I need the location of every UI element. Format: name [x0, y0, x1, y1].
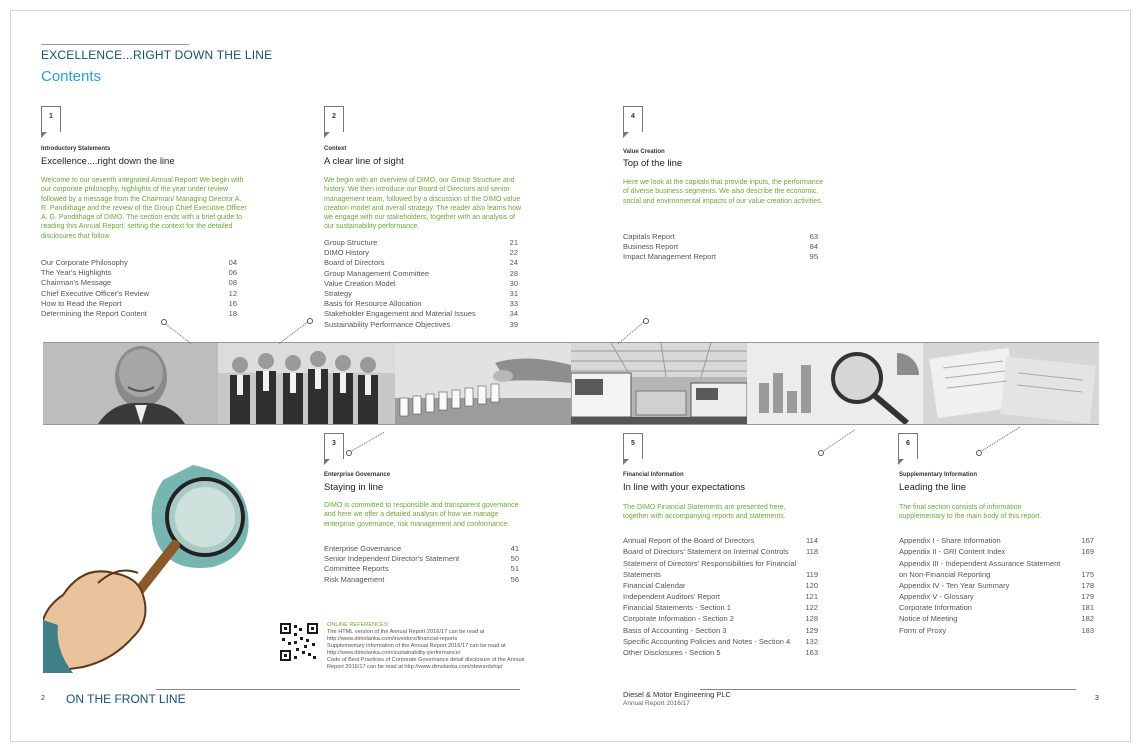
toc-entry-page: 56 [510, 574, 519, 584]
toc-entry-page: 175 [1081, 569, 1094, 579]
photo-documents [923, 343, 1099, 424]
toc-entry-title: Capitals Report [623, 232, 675, 241]
toc-entry-title: Specific Accounting Policies and Notes - Section 4 [623, 637, 791, 647]
section-3-title: Staying in line [324, 482, 384, 493]
toc-entry[interactable] [899, 625, 1094, 636]
photo-team [218, 343, 395, 424]
section-5-label: Financial Information [623, 472, 684, 478]
section-2-toc [324, 238, 518, 330]
photo-chairman [43, 343, 218, 424]
toc-entry[interactable] [324, 238, 518, 248]
toc-entry-page: 121 [805, 591, 818, 601]
toc-entry[interactable] [623, 558, 818, 580]
toc-entry-page: 30 [509, 278, 518, 288]
toc-entry-title: Business Report [623, 242, 679, 252]
section-2-label: Context [324, 146, 347, 152]
toc-entry[interactable] [623, 546, 818, 557]
photo-strip [43, 342, 1099, 425]
toc-entry-page: 33 [509, 299, 518, 309]
toc-entry-page: 50 [510, 554, 519, 564]
toc-entry-page: 163 [805, 648, 818, 658]
footer-rule-right [700, 689, 1076, 690]
online-reference-line: The HTML version of the Annual Report 2016/17 can be read at [327, 629, 485, 635]
toc-entry-title: The Year's Highlights [41, 268, 112, 278]
toc-entry-title: Appendix II - GRI Content Index [899, 547, 1006, 557]
toc-entry-page: 114 [806, 536, 818, 545]
company-name: Diesel & Motor Engineering PLC [623, 690, 731, 699]
photo-dominoes [395, 343, 571, 424]
toc-entry-title: How to Read the Report [41, 298, 122, 308]
toc-entry-title: Risk Management [324, 574, 385, 584]
footer-title-left: ON THE FRONT LINE [66, 692, 186, 706]
toc-entry-page: 21 [509, 238, 518, 247]
leader-dot-5 [818, 450, 824, 456]
section-6-toc [899, 535, 1094, 636]
toc-entry-title: Group Structure [324, 238, 378, 247]
section-6-title: Leading the line [899, 482, 967, 493]
toc-entry-title: Annual Report of the Board of Directors [623, 536, 755, 545]
online-reference-line: Supplementary information of the Annual Report 2016/17 can be read at [327, 643, 506, 649]
section-3-intro: DIMO is committed to responsible and transparent governance and here we offer a detailed analysis of how we manage enterprise governance, risk management and conformance. [324, 502, 519, 528]
section-2-title: A clear line of sight [324, 156, 404, 167]
section-1-label: Introductory Statements [41, 146, 111, 152]
toc-entry-page: 28 [509, 268, 518, 278]
section-1-intro: Welcome to our seventh integrated Annual Report! We begin with our corporate philosophy, highlights of the year under review followed by a message from the Chairman/ Managing Director A. R. Pandithage and the review of the Group Chief Executive Officer A. G. Pandithage of DIMO. The section ends with a brief guide to reading this Annual Report, setting the context for the detailed disclosures that follow. [41, 177, 247, 240]
toc-entry-title: DIMO History [324, 248, 369, 258]
toc-entry-title: Statement of Directors' Responsibilities for Financial Statements [623, 558, 797, 579]
toc-entry[interactable] [623, 602, 818, 613]
toc-entry[interactable] [324, 299, 518, 309]
toc-entry[interactable] [899, 602, 1094, 613]
contents-heading: Contents [41, 68, 102, 85]
toc-entry-title: Determining the Report Content [41, 308, 147, 318]
toc-entry-title: Corporate Information - Section 2 [623, 614, 734, 624]
toc-entry[interactable] [899, 613, 1094, 624]
photo-vehicles [571, 343, 747, 424]
toc-entry-page: 178 [1081, 580, 1094, 590]
toc-entry-title: Appendix I - Share Information [899, 536, 1001, 545]
toc-entry[interactable] [899, 546, 1094, 557]
toc-entry[interactable] [41, 268, 237, 278]
section-5-number: 5 [623, 433, 643, 459]
online-references [327, 622, 542, 671]
toc-entry[interactable] [324, 554, 519, 564]
toc-entry[interactable] [324, 258, 518, 268]
toc-entry-title: Appendix IV - Ten Year Summary [899, 580, 1010, 590]
toc-entry[interactable] [324, 564, 519, 574]
toc-entry-page: 04 [228, 258, 237, 267]
toc-entry-title: Sustainability Performance Objectives [324, 319, 451, 329]
report-tagline: EXCELLENCE...RIGHT DOWN THE LINE [41, 48, 273, 62]
toc-entry-title: Senior Independent Director's Statement [324, 554, 460, 564]
toc-entry[interactable] [899, 535, 1094, 546]
toc-entry-page: 16 [228, 298, 237, 308]
toc-entry-page: 169 [1081, 547, 1094, 557]
toc-entry-page: 183 [1081, 625, 1094, 635]
section-5-intro: The DIMO Financial Statements are presented here, together with accompanying reports and statements. [623, 504, 786, 521]
section-2-intro: We begin with an overview of DIMO, our Group Structure and history. We then introduce our Board of Directors and senior management team, followed by a discussion of the DIMO value creation model and overall strategy. The reader also learns how we engage with our stakeholders, together with an analysis of our sustainability performance. [324, 177, 522, 231]
toc-entry-page: 41 [510, 544, 519, 553]
toc-entry[interactable] [41, 278, 237, 288]
toc-entry[interactable] [623, 613, 818, 624]
toc-entry[interactable] [899, 558, 1094, 580]
section-4-intro: Here we look at the capitals that provide inputs, the performance of diverse business segments. We also describe the economic, social and environmental impacts of our value creation activities. [623, 179, 823, 205]
toc-entry-page: 63 [809, 232, 818, 241]
toc-entry-title: Independent Auditors' Report [623, 591, 720, 601]
toc-entry-title: Other Disclosures - Section 5 [623, 648, 721, 658]
toc-entry[interactable] [324, 544, 519, 554]
toc-entry[interactable] [899, 591, 1094, 602]
toc-entry[interactable] [324, 575, 519, 585]
toc-entry-page: 128 [805, 614, 818, 624]
toc-entry[interactable] [41, 258, 237, 268]
leader-dot-4 [643, 318, 649, 324]
toc-entry[interactable] [623, 232, 818, 242]
leader-dot-6 [976, 450, 982, 456]
toc-entry-page: 24 [509, 258, 518, 268]
hand-magnifier-illustration [43, 455, 257, 673]
toc-entry-page: 12 [228, 288, 237, 298]
toc-entry-title: Group Management Committee [324, 268, 430, 278]
section-6-label: Supplementary Information [899, 472, 978, 478]
section-4-label: Value Creation [623, 149, 665, 155]
toc-entry-title: Corporate Information [899, 603, 972, 613]
toc-entry-title: Appendix V - Glossary [899, 591, 974, 601]
toc-entry-page: 129 [805, 625, 818, 635]
toc-entry-title: Committee Reports [324, 564, 389, 574]
toc-entry-title: Chairman's Message [41, 278, 112, 288]
toc-entry-page: 167 [1081, 536, 1094, 545]
toc-entry[interactable] [41, 309, 237, 319]
toc-entry[interactable] [324, 248, 518, 258]
toc-entry[interactable] [623, 580, 818, 591]
section-2-number: 2 [324, 106, 344, 132]
section-3-number: 3 [324, 433, 344, 459]
toc-entry-page: 181 [1081, 603, 1094, 613]
toc-entry[interactable] [623, 647, 818, 658]
toc-entry-page: 95 [809, 252, 818, 262]
toc-entry[interactable] [899, 580, 1094, 591]
toc-entry-page: 182 [1081, 614, 1094, 624]
photo-magnifier-charts [747, 343, 923, 424]
toc-entry-title: Board of Directors [324, 258, 385, 268]
section-1-number: 1 [41, 106, 61, 132]
toc-entry-title: Financial Calendar [623, 580, 686, 590]
toc-entry-title: Appendix III - Independent Assurance Statement on Non-Financial Reporting [899, 558, 1061, 579]
toc-entry-page: 39 [509, 319, 518, 329]
section-1-title: Excellence....right down the line [41, 156, 175, 167]
online-references-heading: ONLINE REFERENCES: [327, 622, 390, 628]
toc-entry-title: Chief Executive Officer's Review [41, 288, 149, 298]
toc-entry-page: 06 [228, 268, 237, 278]
page-number-right: 3 [1095, 695, 1099, 702]
toc-entry[interactable] [41, 299, 237, 309]
toc-entry[interactable] [623, 636, 818, 647]
page-number-left: 2 [41, 695, 45, 702]
toc-entry-title: Notice of Meeting [899, 614, 958, 624]
section-4-number: 4 [623, 106, 643, 132]
section-4-toc [623, 232, 818, 263]
toc-entry-page: 08 [228, 278, 237, 288]
toc-entry-page: 120 [805, 580, 818, 590]
section-5-title: In line with your expectations [623, 482, 745, 493]
toc-entry-title: Basis of Accounting - Section 3 [623, 625, 727, 635]
toc-entry-title: Board of Directors' Statement on Internal Controls [623, 547, 789, 557]
toc-entry[interactable] [324, 320, 518, 330]
toc-entry-page: 118 [806, 547, 818, 557]
online-reference-line: Code of Best Practices of Corporate Governance detail disclosure of the Annual [327, 657, 525, 663]
toc-entry-title: Form of Proxy [899, 625, 947, 635]
section-1-toc [41, 258, 237, 319]
toc-entry[interactable] [623, 535, 818, 546]
toc-entry[interactable] [324, 309, 518, 319]
toc-entry-title: Value Creation Model [324, 278, 396, 288]
toc-entry-page: 119 [806, 569, 818, 579]
toc-entry[interactable] [623, 625, 818, 636]
leader-dot-2 [307, 318, 313, 324]
toc-entry-title: Enterprise Governance [324, 544, 402, 553]
toc-entry-page: 84 [809, 242, 818, 252]
section-4-title: Top of the line [623, 158, 683, 169]
toc-entry-page: 22 [509, 248, 518, 258]
toc-entry-page: 31 [509, 288, 518, 298]
header-rule [41, 44, 189, 45]
toc-entry[interactable] [41, 289, 237, 299]
toc-entry[interactable] [324, 289, 518, 299]
section-6-number: 6 [898, 433, 918, 459]
toc-entry-page: 132 [805, 637, 818, 647]
toc-entry-title: Strategy [324, 288, 352, 298]
toc-entry-title: Financial Statements - Section 1 [623, 603, 731, 613]
toc-entry-title: Impact Management Report [623, 252, 716, 262]
leader-dot-1 [161, 319, 167, 325]
online-reference-link[interactable]: http://www.dimolanka.com/investors/financial-reports [327, 636, 458, 642]
toc-entry-page: 18 [228, 308, 237, 318]
toc-entry[interactable] [324, 279, 518, 289]
toc-entry[interactable] [623, 591, 818, 602]
toc-entry-page: 122 [805, 603, 818, 613]
report-name: Annual Report 2016/17 [623, 700, 690, 707]
footer-rule-left [156, 689, 520, 690]
leader-dot-3 [346, 450, 352, 456]
toc-entry[interactable] [623, 252, 818, 262]
toc-entry[interactable] [324, 269, 518, 279]
toc-entry-title: Our Corporate Philosophy [41, 258, 128, 267]
toc-entry-title: Stakeholder Engagement and Material Issues [324, 309, 476, 319]
online-reference-line: Report 2016/17 can be read at http://www.dimolanka.com/stewardship/ [327, 664, 503, 670]
toc-entry-title: Basis for Resource Allocation [324, 299, 422, 309]
qr-code [280, 623, 318, 661]
toc-entry-page: 179 [1081, 591, 1094, 601]
section-5-toc [623, 535, 818, 659]
section-3-toc [324, 544, 519, 585]
section-3-label: Enterprise Governance [324, 472, 391, 478]
toc-entry-page: 51 [510, 564, 519, 574]
online-reference-link[interactable]: http://www.dimolanka.com/sustainability-performance/ [327, 650, 461, 656]
section-6-intro: The final section consists of information supplementary to the main body of this report. [899, 504, 1042, 521]
toc-entry[interactable] [623, 242, 818, 252]
toc-entry-page: 34 [509, 309, 518, 319]
